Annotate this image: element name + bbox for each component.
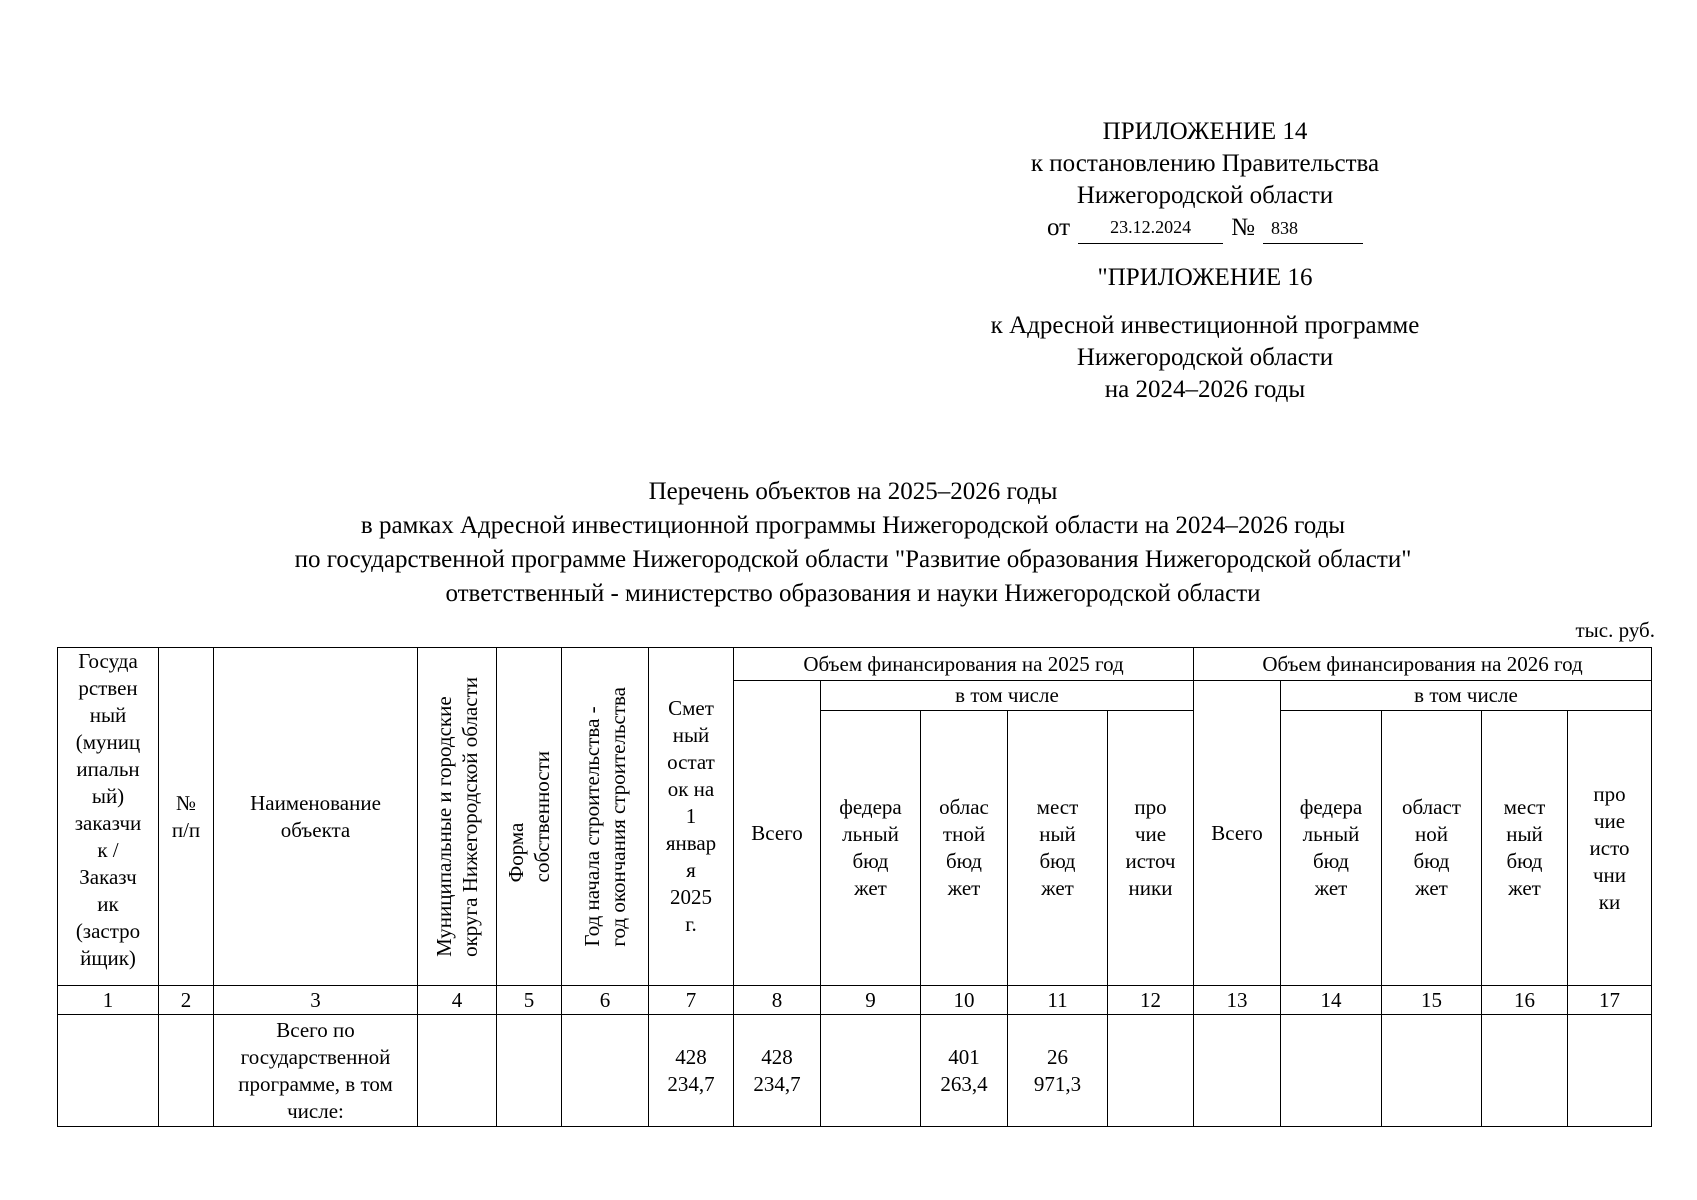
header-total-2026: Всего: [1194, 681, 1281, 986]
cell-federal-2025: [821, 1015, 921, 1127]
title-line1: Перечень объектов на 2025–2026 годы: [648, 478, 1058, 505]
header-other-2026: про чие исто чни ки: [1568, 711, 1652, 986]
objects-table: [57, 647, 1652, 1127]
cell-local-2025: 26 971,3: [1008, 1015, 1108, 1127]
title-line4: ответственный - министерство образования и науки Нижегородской области: [445, 580, 1261, 607]
cell-regional-2025: 401 263,4: [921, 1015, 1008, 1127]
col-num-6: 6: [562, 986, 649, 1015]
col-num-16: 16: [1482, 986, 1568, 1015]
col-num-15: 15: [1382, 986, 1482, 1015]
decree-number: 838: [1263, 218, 1363, 244]
cell-other-2026: [1568, 1015, 1652, 1127]
cell-customer: [58, 1015, 159, 1127]
header-customer: Госуда рствен ный (муниц ипальн ый) заказчи к / Заказч ик (застро йщик): [58, 648, 159, 986]
header-fin-2026: Объем финансирования на 2026 год: [1194, 648, 1652, 681]
header-local-2025: мест ный бюд жет: [1008, 711, 1108, 986]
cell-other-2025: [1108, 1015, 1194, 1127]
header-years: Год начала строительства - год окончания строительства: [580, 686, 630, 947]
cell-municipality: [418, 1015, 497, 1127]
col-num-9: 9: [821, 986, 921, 1015]
col-num-17: 17: [1568, 986, 1652, 1015]
annex-16-line2: Нижегородской области: [1076, 344, 1334, 371]
col-num-3: 3: [214, 986, 418, 1015]
title-line3: по государственной программе Нижегородской области "Развитие образования Нижегородской области": [294, 546, 1412, 573]
cell-total-2026: [1194, 1015, 1281, 1127]
header-years-cell: [562, 648, 649, 986]
col-num-12: 12: [1108, 986, 1194, 1015]
annex-16-title: "ПРИЛОЖЕНИЕ 16: [1097, 264, 1313, 291]
annex-14-line1: к постановлению Правительства: [1030, 150, 1380, 177]
decree-date: 23.12.2024: [1078, 217, 1223, 244]
header-local-2026: мест ный бюд жет: [1482, 711, 1568, 986]
col-num-10: 10: [921, 986, 1008, 1015]
col-num-4: 4: [418, 986, 497, 1015]
units-label: тыс. руб.: [1575, 618, 1655, 642]
header-regional-2025: облас тной бюд жет: [921, 711, 1008, 986]
header-total-2025: Всего: [734, 681, 821, 986]
header-including-2026: в том числе: [1281, 681, 1652, 711]
cell-regional-2026: [1382, 1015, 1482, 1127]
annex-14-line2: Нижегородской области: [1076, 182, 1334, 209]
col-num-5: 5: [497, 986, 562, 1015]
header-municipality: Муниципальные и городские округа Нижегородской области: [432, 676, 482, 957]
cell-ownership: [497, 1015, 562, 1127]
annex-16-line1: к Адресной инвестиционной программе: [990, 312, 1420, 339]
header-municipality-cell: [418, 648, 497, 986]
cell-remaining: 428 234,7: [649, 1015, 734, 1127]
header-other-2025: про чие источ ники: [1108, 711, 1194, 986]
col-num-7: 7: [649, 986, 734, 1015]
header-federal-2026: федера льный бюд жет: [1281, 711, 1382, 986]
annex-14-title: ПРИЛОЖЕНИЕ 14: [1102, 118, 1308, 145]
annex-14-block: [905, 116, 1505, 244]
signature-line: [905, 212, 1505, 244]
cell-years: [562, 1015, 649, 1127]
annex-16-line3: на 2024–2026 годы: [1104, 376, 1306, 403]
col-num-2: 2: [159, 986, 214, 1015]
header-ownership: Форма собственности: [504, 750, 554, 883]
header-object-name: Наименование объекта: [214, 648, 418, 986]
cell-local-2026: [1482, 1015, 1568, 1127]
header-federal-2025: федера льный бюд жет: [821, 711, 921, 986]
table-row: [58, 1015, 1652, 1127]
header-fin-2025: Объем финансирования на 2025 год: [734, 648, 1194, 681]
cell-federal-2026: [1281, 1015, 1382, 1127]
document-title: [56, 475, 1650, 611]
annex-16-block: [905, 262, 1505, 406]
header-regional-2026: област ной бюд жет: [1382, 711, 1482, 986]
col-num-13: 13: [1194, 986, 1281, 1015]
col-num-14: 14: [1281, 986, 1382, 1015]
cell-num: [159, 1015, 214, 1127]
header-including-2025: в том числе: [821, 681, 1194, 711]
cell-total-2025: 428 234,7: [734, 1015, 821, 1127]
col-num-11: 11: [1008, 986, 1108, 1015]
from-label: от: [1047, 214, 1071, 241]
header-ownership-cell: [497, 648, 562, 986]
cell-object-name: Всего по государственной программе, в том числе:: [214, 1015, 418, 1127]
header-remaining: Смет ный остат ок на 1 январ я 2025 г.: [649, 648, 734, 986]
header-num: № п/п: [159, 648, 214, 986]
col-num-1: 1: [58, 986, 159, 1015]
number-label: №: [1231, 214, 1255, 241]
title-line2: в рамках Адресной инвестиционной программы Нижегородской области на 2024–2026 годы: [360, 512, 1346, 539]
column-numbers-row: [58, 986, 1652, 1015]
col-num-8: 8: [734, 986, 821, 1015]
